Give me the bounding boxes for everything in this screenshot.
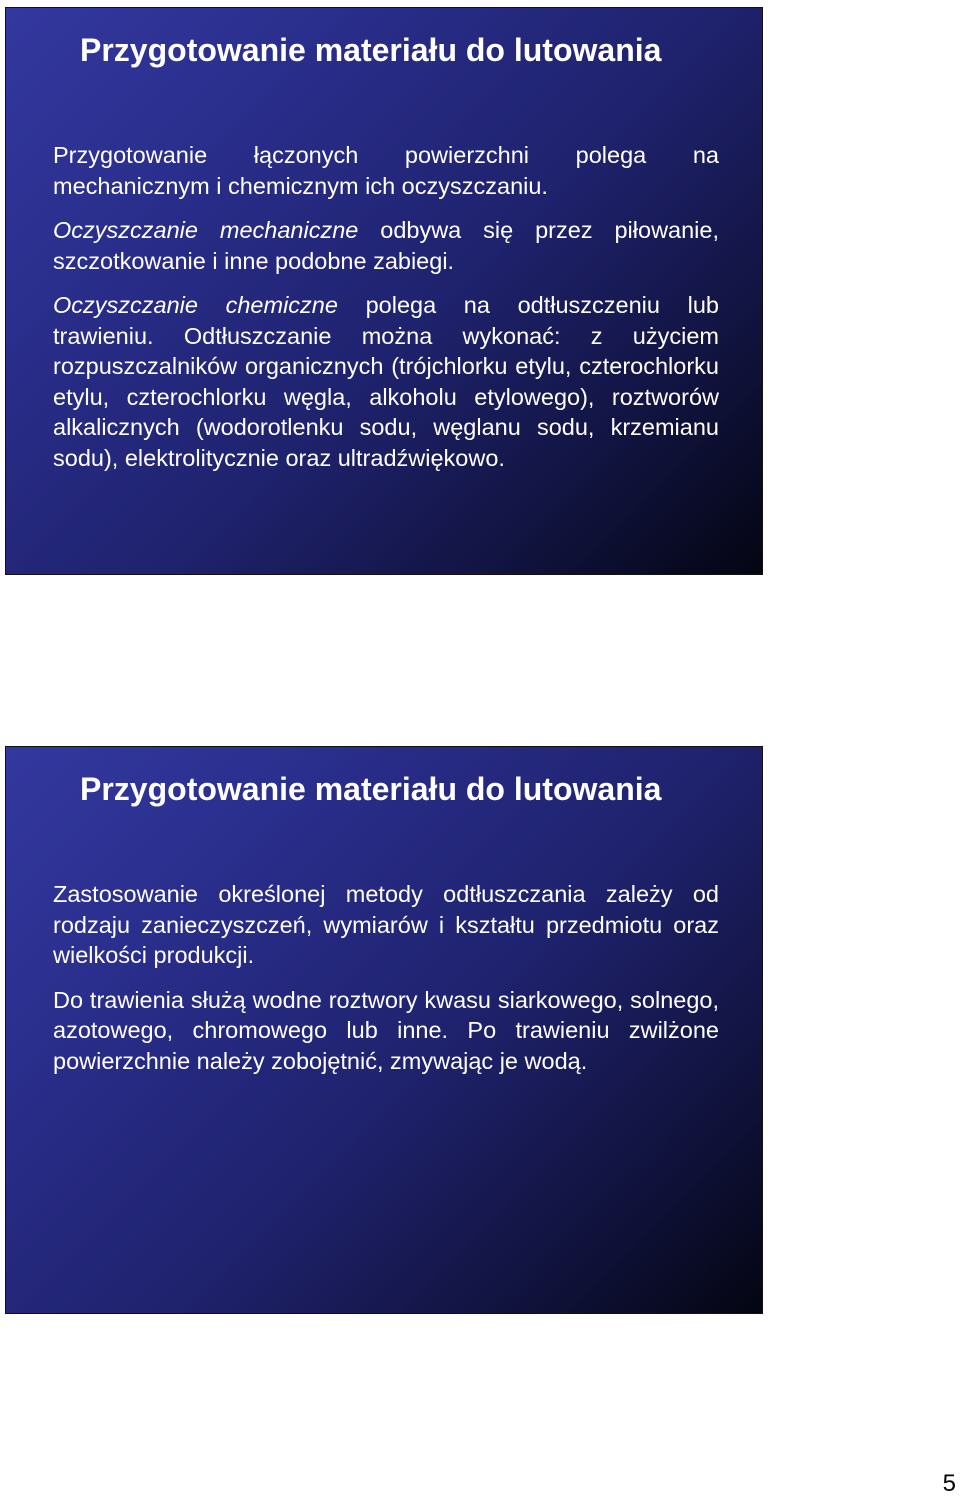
paragraph-text: polega na odtłuszczeniu lub trawieniu. Odtłuszczanie można wykonać: z użyciem rozpuszczalników organicznych (trójchlorku etylu, czterochlorku etylu, czterochlorku węgla, alkoholu etylowego), roztworów alkalicznych (wodorotlenku sodu, węglanu sodu, krzemianu sodu), elektrolitycznie oraz ultradźwiękowo. <box>53 292 719 471</box>
paragraph-text: Zastosowanie określonej metody odtłuszczania zależy od rodzaju zanieczyszczeń, wymiarów i kształtu przedmiotu oraz wielkości produkcji. <box>53 881 719 968</box>
slide-2 <box>5 746 763 1314</box>
paragraph <box>53 140 719 201</box>
paragraph-text: odbywa się przez piłowanie, szczotkowanie i inne podobne zabiegi. <box>53 217 720 274</box>
slide-body <box>53 879 719 1090</box>
paragraph <box>53 215 719 276</box>
paragraph-text: Przygotowanie łączonych powierzchni polega na mechanicznym i chemicznym ich oczyszczaniu. <box>53 142 719 199</box>
slide-title: Przygotowanie materiału do lutowania <box>80 32 662 68</box>
slide-1 <box>5 7 763 575</box>
paragraph <box>53 290 719 473</box>
slide-title: Przygotowanie materiału do lutowania <box>80 771 662 807</box>
paragraph-text: Do trawienia służą wodne roztwory kwasu siarkowego, solnego, azotowego, chromowego lub inne. Po trawieniu zwilżone powierzchnie należy zobojętnić, zmywając je wodą. <box>53 986 719 1074</box>
italic-term: Oczyszczanie chemiczne <box>53 292 338 318</box>
paragraph <box>53 985 719 1077</box>
slide-body <box>53 140 719 487</box>
paragraph <box>53 879 719 971</box>
italic-term: Oczyszczanie mechaniczne <box>53 217 359 243</box>
page-number: 5 <box>942 1470 956 1497</box>
